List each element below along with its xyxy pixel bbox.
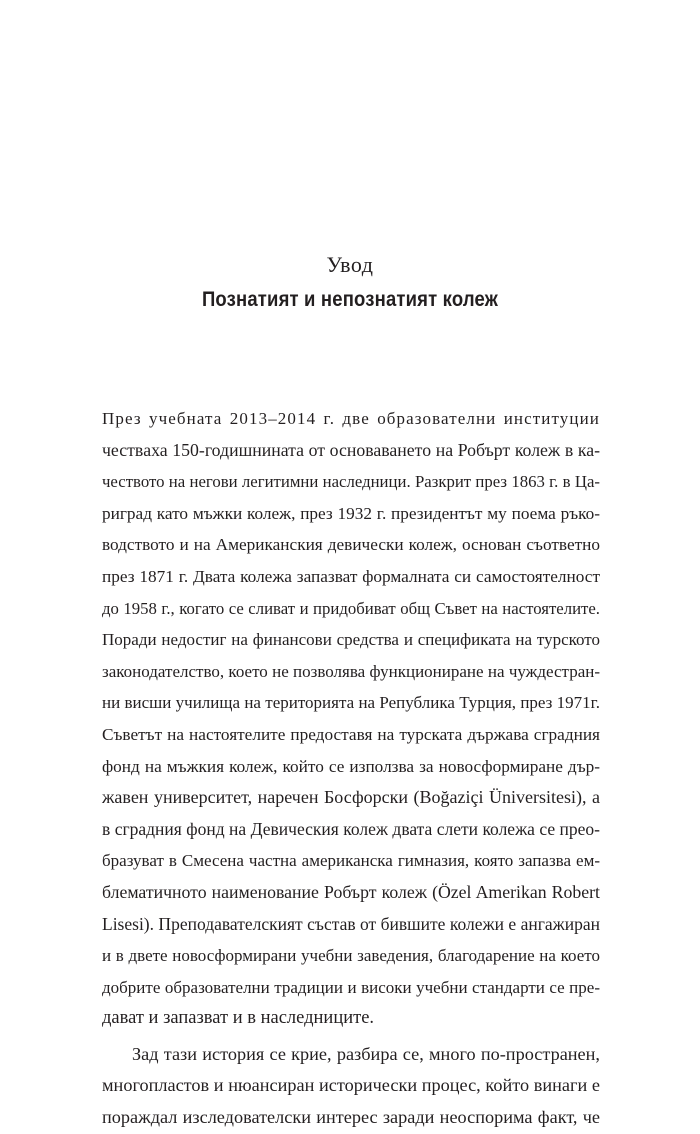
text-line: водството и на Американския девически колеж, основан съответно xyxy=(102,535,600,555)
text-line: пораждал изследователски интерес заради неоспорима факт, че xyxy=(102,1107,600,1128)
body-text xyxy=(102,403,600,1134)
chapter-label: Увод xyxy=(326,252,374,277)
paragraph-1 xyxy=(102,403,600,1035)
text-line: Lisesi). Преподавателският състав от бившите колежи е ангажиран xyxy=(102,913,600,934)
paragraph-2 xyxy=(102,1039,600,1134)
text-line: чеството на негови легитимни наследници. Разкрит през 1863 г. в Ца- xyxy=(102,472,600,492)
chapter-title: Познатият и непознатият колеж xyxy=(201,288,499,311)
paragraph-1-lead-line: През учебната 2013–2014 г. две образователни институции xyxy=(102,409,600,428)
text-line: ни висши училища на територията на Република Турция, през 1971г. xyxy=(102,693,600,713)
text-line: многопластов и нюансиран исторически процес, който винаги е xyxy=(102,1075,600,1096)
text-line: законодателство, което не позволява функциониране на чуждестран- xyxy=(102,661,600,681)
text-line: до 1958 г., когато се сливат и придобиват общ Съвет на настоятелите. xyxy=(102,598,600,618)
text-line: чествaха 150-годишнината от основаването на Робърт колеж в ка- xyxy=(102,439,600,460)
text-line: риград като мъжки колеж, през 1932 г. президентът му поема ръко- xyxy=(102,503,600,523)
text-line: в сградния фонд на Девическия колеж двата слети колежа се прео- xyxy=(102,818,600,839)
text-line: бразуват в Смесена частна американска гимназия, която запазва ем- xyxy=(102,851,600,871)
text-line: фонд на мъжкия колеж, който се използва за новосформиране дър- xyxy=(102,756,600,776)
text-line-indented: Зад тази история се крие, разбира се, много по-пространен, xyxy=(132,1043,600,1064)
text-line: блематичното наименование Робърт колеж (Özel Amerikan Robert xyxy=(102,881,600,902)
text-line: Поради недостиг на финансови средства и спецификата на турското xyxy=(102,630,600,650)
text-line: добрите образователни традиции и високи учебни стандарти се пре- xyxy=(102,977,600,997)
text-line: жавен университет, наречен Босфорски (Boğaziçi Üniversitesi), а xyxy=(102,787,600,808)
text-line-last: дават и запазват и в наследниците. xyxy=(102,1008,375,1029)
text-line: през 1871 г. Двата колежа запазват формалната си самостоятелност xyxy=(102,566,600,586)
text-line: Съветът на настоятелите предоставя на турската държава сградния xyxy=(102,724,600,744)
text-line: и в двете новосформирани учебни заведения, благодарение на което xyxy=(102,946,600,966)
